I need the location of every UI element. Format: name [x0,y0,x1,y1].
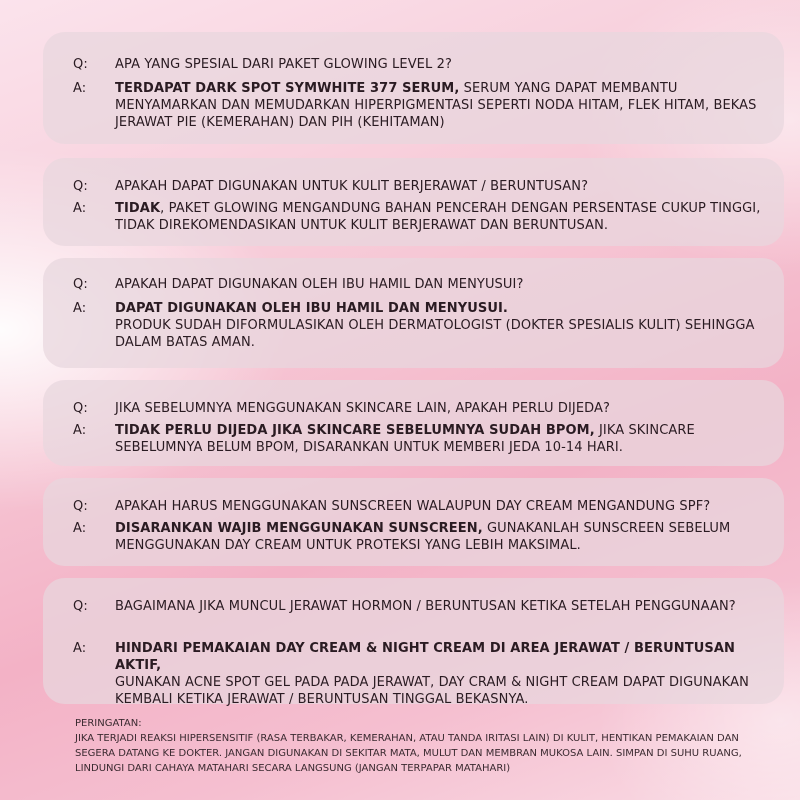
question-text: APAKAH DAPAT DIGUNAKAN OLEH IBU HAMIL DAN MENYUSUI? [115,277,524,292]
q-label: Q: [73,57,88,72]
answer-rest: JIKA SKINCARE SEBELUMNYA BELUM BPOM, DISARANKAN UNTUK MEMBERI JEDA 10-14 HARI. [115,423,695,455]
answer-text [115,422,764,456]
faq-card-2 [43,158,784,246]
q-label: Q: [73,599,88,614]
warning-section [75,716,765,776]
answer-row [73,520,764,560]
faq-card-6 [43,578,784,707]
a-label: A: [73,423,87,438]
answer-rest: PRODUK SUDAH DIFORMULASIKAN OLEH DERMATOLOGIST (DOKTER SPESIALIS KULIT) SEHINGGA DALAM BATAS AMAN. [115,318,755,350]
question-text: APA YANG SPESIAL DARI PAKET GLOWING LEVEL 2? [115,57,452,72]
answer-text [115,200,764,234]
a-label: A: [73,641,87,656]
answer-bold: TERDAPAT DARK SPOT SYMWHITE 377 SERUM, [115,81,460,96]
answer-text [115,80,764,131]
answer-text [115,300,764,351]
answer-row [73,640,764,707]
a-label: A: [73,521,87,536]
question-row [73,598,764,634]
q-label: Q: [73,277,88,292]
faq-card-1 [43,32,784,144]
a-label: A: [73,81,87,96]
a-label: A: [73,301,87,316]
q-label: Q: [73,179,88,194]
faq-card-5 [43,478,784,566]
warning-title: PERINGATAN: [75,718,142,729]
answer-bold: DAPAT DIGUNAKAN OLEH IBU HAMIL DAN MENYUSUI. [115,301,508,316]
answer-row [73,80,764,136]
a-label: A: [73,201,87,216]
question-row [73,56,764,74]
question-text: APAKAH HARUS MENGGUNAKAN SUNSCREEN WALAUPUN DAY CREAM MENGANDUNG SPF? [115,499,711,514]
answer-rest: , PAKET GLOWING MENGANDUNG BAHAN PENCERAH DENGAN PERSENTASE CUKUP TINGGI, TIDAK DIREKOMENDASIKAN UNTUK KULIT BERJERAWAT DAN BERUNTUSAN. [115,201,761,233]
question-text: BAGAIMANA JIKA MUNCUL JERAWAT HORMON / BERUNTUSAN KETIKA SETELAH PENGGUNAAN? [115,599,736,614]
answer-bold: TIDAK [115,201,161,216]
answer-row [73,200,764,240]
answer-rest: GUNAKAN ACNE SPOT GEL PADA PADA JERAWAT, DAY CRAM & NIGHT CREAM DAPAT DIGUNAKAN KEMBALI KETIKA JERAWAT / BERUNTUSAN TINGGAL BEKASNYA. [115,675,749,707]
warning-text: JIKA TERJADI REAKSI HIPERSENSITIF (RASA TERBAKAR, KEMERAHAN, ATAU TANDA IRITASI LAIN) DI KULIT, HENTIKAN PEMAKAIAN DAN SEGERA DATANG KE DOKTER. JANGAN DIGUNAKAN DI SEKITAR MATA, MULUT DAN MEMBRAN MUKOSA LAIN. SIMPAN DI SUHU RUANG, LINDUNGI DARI CAHAYA MATAHARI SECARA LANGSUNG (JANGAN TERPAPAR MATAHARI) [75,733,742,774]
q-label: Q: [73,499,88,514]
q-label: Q: [73,401,88,416]
question-row [73,178,764,196]
faq-card-4 [43,380,784,466]
question-row [73,498,764,516]
answer-rest: GUNAKANLAH SUNSCREEN SEBELUM MENGGUNAKAN DAY CREAM UNTUK PROTEKSI YANG LEBIH MAKSIMAL. [115,521,731,553]
answer-row [73,422,764,462]
faq-card-3 [43,258,784,368]
question-text: APAKAH DAPAT DIGUNAKAN UNTUK KULIT BERJERAWAT / BERUNTUSAN? [115,179,589,194]
question-row [73,400,764,418]
answer-bold: DISARANKAN WAJIB MENGGUNAKAN SUNSCREEN, [115,521,483,536]
answer-text [115,640,764,708]
answer-bold: HINDARI PEMAKAIAN DAY CREAM & NIGHT CREAM DI AREA JERAWAT / BERUNTUSAN AKTIF, [115,641,735,673]
question-text: JIKA SEBELUMNYA MENGGUNAKAN SKINCARE LAIN, APAKAH PERLU DIJEDA? [115,401,611,416]
answer-text [115,520,764,554]
question-row [73,276,764,294]
answer-rest: SERUM YANG DAPAT MEMBANTU MENYAMARKAN DAN MEMUDARKAN HIPERPIGMENTASI SEPERTI NODA HITAM, FLEK HITAM, BEKAS JERAWAT PIE (KEMERAHAN) DAN PIH (KEHITAMAN) [115,81,757,130]
answer-row [73,300,764,356]
answer-bold: TIDAK PERLU DIJEDA JIKA SKINCARE SEBELUMNYA SUDAH BPOM, [115,423,595,438]
